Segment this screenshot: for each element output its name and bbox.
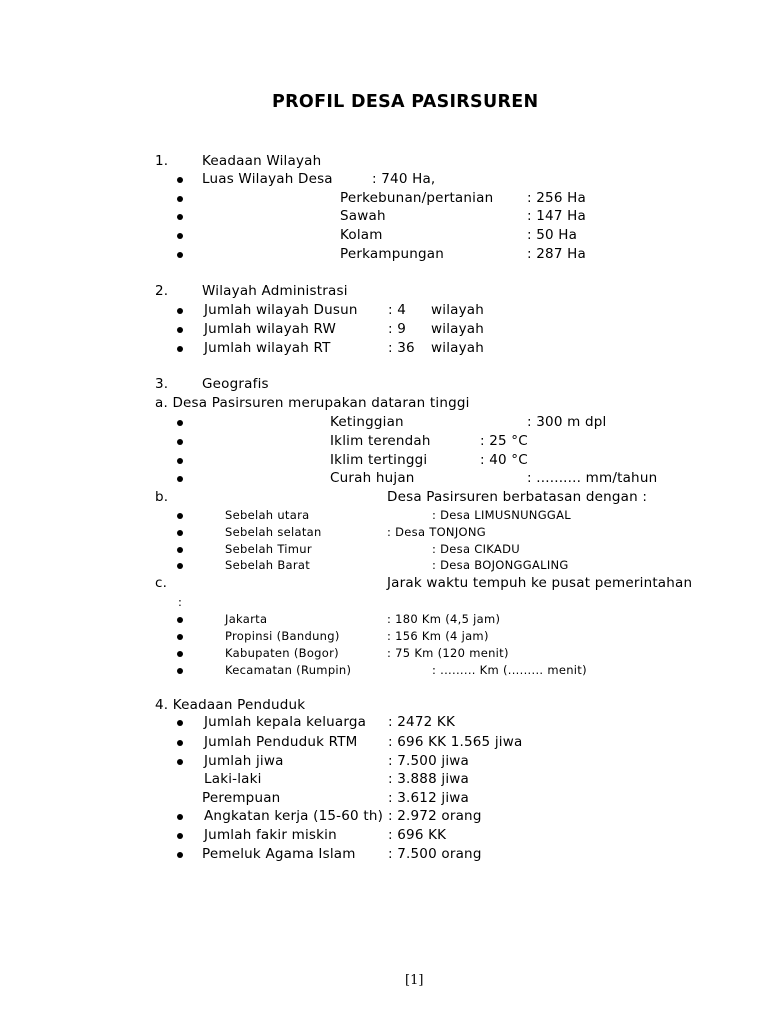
list-item-value: : Desa LIMUSNUNGGAL	[432, 508, 572, 522]
bullet-icon	[177, 327, 183, 333]
section-3-heading: Geografis	[202, 376, 269, 392]
list-item-value: : 2472 KK	[388, 714, 455, 730]
list-item-value: : 147 Ha	[527, 208, 586, 224]
luas-wilayah-label: Luas Wilayah Desa	[202, 171, 333, 187]
bullet-icon	[177, 720, 183, 726]
bullet-icon	[177, 214, 183, 220]
list-item-label: Sebelah selatan	[225, 525, 322, 539]
list-item-label: Jumlah wilayah Dusun	[204, 302, 358, 318]
section-4-heading: 4. Keadaan Penduduk	[155, 697, 306, 713]
bullet-icon	[177, 420, 183, 426]
bullet-icon	[177, 617, 183, 623]
list-item-label: Kolam	[340, 227, 383, 243]
list-item-label: Sebelah utara	[225, 508, 310, 522]
list-item-label: Kabupaten (Bogor)	[225, 646, 339, 660]
list-item-value: : .......... mm/tahun	[527, 470, 658, 486]
bullet-icon	[177, 439, 183, 445]
section-3c-text: Jarak waktu tempuh ke pusat pemerintahan	[387, 575, 693, 591]
bullet-icon	[177, 740, 183, 746]
section-3-number: 3.	[155, 376, 169, 392]
bullet-icon	[177, 458, 183, 464]
page-number: [1]	[405, 973, 424, 988]
list-item-value: : 256 Ha	[527, 190, 586, 206]
bullet-icon	[177, 513, 183, 519]
section-1-heading: Keadaan Wilayah	[202, 153, 322, 169]
section-2-heading: Wilayah Administrasi	[202, 283, 348, 299]
list-item-label: Jumlah wilayah RT	[204, 340, 331, 356]
section-3b-text: Desa Pasirsuren berbatasan dengan :	[387, 489, 648, 505]
list-item-value: : 9	[388, 321, 407, 337]
list-item-value: : ......... Km (......... menit)	[432, 663, 587, 677]
section-1-number: 1.	[155, 153, 169, 169]
list-item-label: Perkampungan	[340, 246, 444, 262]
list-item-value: : Desa BOJONGGALING	[432, 558, 569, 572]
list-item-label: Sebelah Barat	[225, 558, 311, 572]
bullet-icon	[177, 346, 183, 352]
list-item-label: Kecamatan (Rumpin)	[225, 663, 352, 677]
list-item-value: : 3.612 jiwa	[388, 790, 469, 806]
list-item-label: Ketinggian	[330, 414, 404, 430]
list-item-label: Jakarta	[225, 612, 268, 626]
bullet-icon	[177, 833, 183, 839]
list-item-unit: wilayah	[431, 321, 485, 337]
bullet-icon	[177, 177, 183, 183]
list-item-value: : 696 KK 1.565 jiwa	[388, 734, 523, 750]
bullet-icon	[177, 308, 183, 314]
list-item-value: : Desa TONJONG	[387, 525, 486, 539]
list-item-value: : 25 °C	[480, 433, 528, 449]
list-item-value: : 156 Km (4 jam)	[387, 629, 489, 643]
list-item-unit: wilayah	[431, 340, 485, 356]
section-3c-letter: c.	[155, 575, 168, 591]
list-item-label: Sebelah Timur	[225, 542, 312, 556]
list-item-label: Jumlah jiwa	[204, 753, 284, 769]
bullet-icon	[177, 852, 183, 858]
list-item-value: : 300 m dpl	[527, 414, 607, 430]
bullet-icon	[177, 547, 183, 553]
luas-wilayah-value: : 740 Ha,	[372, 171, 436, 187]
bullet-icon	[177, 252, 183, 258]
list-item-value: : 50 Ha	[527, 227, 578, 243]
list-item-label: Jumlah kepala keluarga	[204, 714, 367, 730]
list-item-value: : 75 Km (120 menit)	[387, 646, 509, 660]
list-item-label: Jumlah Penduduk RTM	[204, 734, 358, 750]
section-3a-text: a. Desa Pasirsuren merupakan dataran tinggi	[155, 395, 470, 411]
list-item-label: Curah hujan	[330, 470, 415, 486]
bullet-icon	[177, 668, 183, 674]
list-item-label: Jumlah fakir miskin	[204, 827, 337, 843]
section-2-number: 2.	[155, 283, 169, 299]
list-item-label: Angkatan kerja (15-60 th)	[204, 808, 384, 824]
list-item-value: : 7.500 jiwa	[388, 753, 469, 769]
list-item-value: : 40 °C	[480, 452, 528, 468]
bullet-icon	[177, 814, 183, 820]
list-item-label: Jumlah wilayah RW	[204, 321, 337, 337]
section-3b-letter: b.	[155, 489, 169, 505]
list-item-value: : Desa CIKADU	[432, 542, 520, 556]
bullet-icon	[177, 634, 183, 640]
bullet-icon	[177, 530, 183, 536]
list-item-value: : 696 KK	[388, 827, 447, 843]
page-title: PROFIL DESA PASIRSUREN	[272, 92, 539, 112]
list-item-value: : 287 Ha	[527, 246, 586, 262]
list-item-label: Sawah	[340, 208, 386, 224]
bullet-icon	[177, 759, 183, 765]
list-item-label: Perkebunan/pertanian	[340, 190, 494, 206]
list-item-label: Laki-laki	[204, 771, 262, 787]
bullet-icon	[177, 196, 183, 202]
bullet-icon	[177, 233, 183, 239]
section-3c-colon: :	[178, 595, 183, 609]
list-item-value: : 180 Km (4,5 jam)	[387, 612, 501, 626]
bullet-icon	[177, 651, 183, 657]
list-item-label: Propinsi (Bandung)	[225, 629, 340, 643]
list-item-label: Iklim tertinggi	[330, 452, 428, 468]
list-item-value: : 7.500 orang	[388, 846, 482, 862]
list-item-label: Pemeluk Agama Islam	[202, 846, 356, 862]
list-item-label: Perempuan	[202, 790, 281, 806]
bullet-icon	[177, 563, 183, 569]
list-item-value: : 2.972 orang	[388, 808, 482, 824]
list-item-value: : 36	[388, 340, 415, 356]
list-item-unit: wilayah	[431, 302, 485, 318]
list-item-label: Iklim terendah	[330, 433, 431, 449]
list-item-value: : 3.888 jiwa	[388, 771, 469, 787]
list-item-value: : 4	[388, 302, 407, 318]
bullet-icon	[177, 476, 183, 482]
